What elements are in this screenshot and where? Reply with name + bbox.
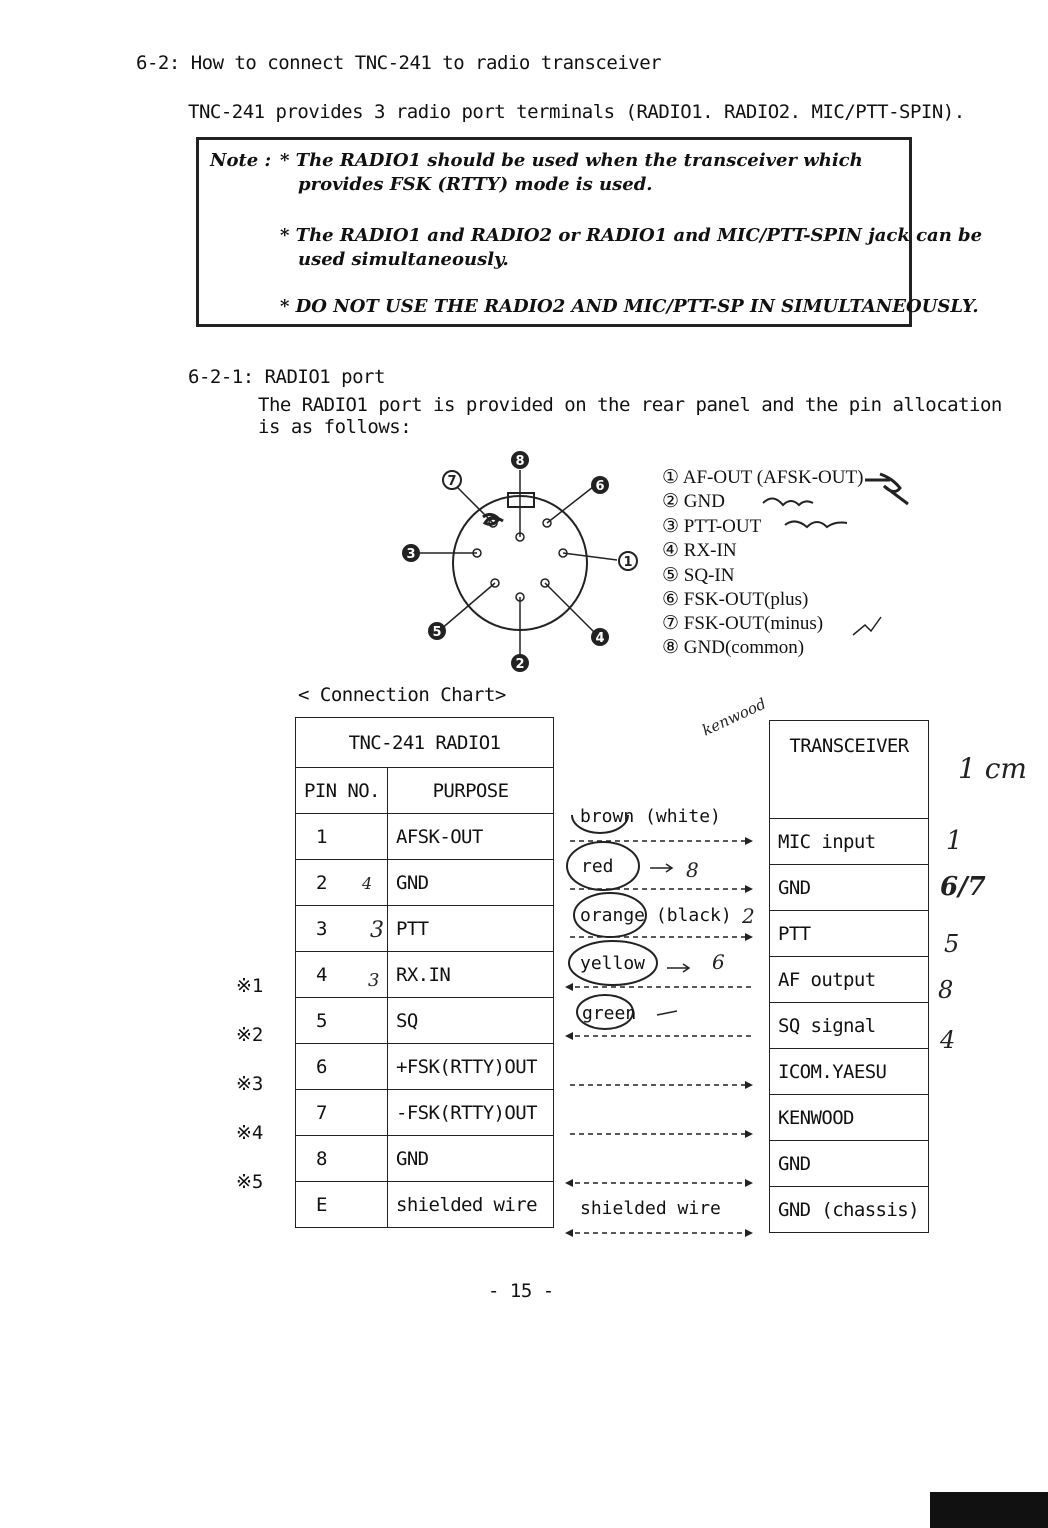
- purpose-cell: +FSK(RTTY)OUT: [388, 1044, 554, 1090]
- hand-pin-note-1: 4: [362, 874, 373, 893]
- target-cell: GND: [770, 1141, 929, 1187]
- pin-marker-4: 4: [595, 631, 605, 646]
- pin-marker-8: 8: [515, 454, 525, 469]
- hand-margin-4: 5: [944, 930, 960, 958]
- table-row: [296, 906, 554, 952]
- pin-cell: 1: [296, 814, 388, 860]
- table-row: [296, 814, 554, 860]
- pin-marker-7: 7: [447, 474, 457, 489]
- pin-list-item-8: ⑧ GND(common): [662, 637, 805, 658]
- row-marker-1: ※1: [236, 975, 264, 997]
- pin-marker-6: 6: [595, 479, 605, 494]
- note-label: Note :: [210, 150, 272, 171]
- row-marker-2: ※2: [236, 1024, 264, 1046]
- target-cell: PTT: [770, 911, 929, 957]
- pin-cell: 2: [296, 860, 388, 906]
- note-item-2-cont: used simultaneously.: [298, 249, 509, 270]
- wire-label-5: green: [582, 1003, 637, 1024]
- table-row: [770, 865, 929, 911]
- wire-label-4: yellow: [580, 953, 646, 974]
- pin-list-item-1: ① AF-OUT (AFSK-OUT): [662, 467, 864, 488]
- note-item-1: * The RADIO1 should be used when the transceiver which: [280, 150, 863, 171]
- table-header-tnc: TNC-241 RADIO1: [296, 718, 554, 768]
- target-cell: AF output: [770, 957, 929, 1003]
- hand-wire-note-2: 2: [742, 904, 755, 928]
- chart-caption: < Connection Chart>: [298, 684, 506, 706]
- table-row: [296, 1090, 554, 1136]
- pin-marker-5: 5: [432, 625, 442, 640]
- row-marker-5: ※5: [236, 1171, 264, 1193]
- intro-text: TNC-241 provides 3 radio port terminals (RADIO1. RADIO2. MIC/PTT-SPIN).: [188, 101, 965, 123]
- wire-label-3: orange (black): [580, 905, 732, 926]
- purpose-cell: RX.IN: [388, 952, 554, 998]
- table-row: [296, 1182, 554, 1228]
- hand-margin-3: 6/7: [940, 872, 986, 902]
- hand-margin-5: 8: [938, 976, 954, 1004]
- purpose-cell: -FSK(RTTY)OUT: [388, 1090, 554, 1136]
- pin-cell: E: [296, 1182, 388, 1228]
- pin-cell: 6: [296, 1044, 388, 1090]
- hand-margin-2: 1: [946, 826, 963, 856]
- subsection-line-1: The RADIO1 port is provided on the rear panel and the pin allocation: [258, 394, 1002, 416]
- target-cell: GND: [770, 865, 929, 911]
- table-row: [770, 1141, 929, 1187]
- pin-cell: 5: [296, 998, 388, 1044]
- table-row: [296, 860, 554, 906]
- target-cell: GND (chassis): [770, 1187, 929, 1233]
- tnc-radio1-table: [295, 717, 554, 1228]
- hand-pin-note-3: 3: [368, 970, 380, 991]
- hand-margin-6: 4: [940, 1026, 956, 1054]
- wire-label-shielded: shielded wire: [580, 1198, 721, 1219]
- pin-list-item-3: ③ PTT-OUT: [662, 516, 762, 537]
- row-marker-4: ※4: [236, 1122, 264, 1144]
- table-row: [296, 1136, 554, 1182]
- note-item-2: * The RADIO1 and RADIO2 or RADIO1 and MIC/PTT-SPIN jack can be: [280, 225, 983, 246]
- note-item-3: * DO NOT USE THE RADIO2 AND MIC/PTT-SP IN SIMULTANEOUSLY.: [280, 296, 979, 317]
- din-connector-diagram: [395, 445, 650, 680]
- table-row: [296, 1044, 554, 1090]
- row-marker-3: ※3: [236, 1073, 264, 1095]
- table-row: [296, 998, 554, 1044]
- subsection-title: 6-2-1: RADIO1 port: [188, 366, 385, 388]
- pin-list-item-5: ⑤ SQ-IN: [662, 565, 735, 586]
- wire-connections: [555, 815, 770, 1255]
- hand-wire-note-3: 6: [712, 950, 725, 974]
- purpose-cell: SQ: [388, 998, 554, 1044]
- wire-label-1: brown (white): [580, 806, 721, 827]
- target-cell: KENWOOD: [770, 1095, 929, 1141]
- pin-list-item-6: ⑥ FSK-OUT(plus): [662, 589, 809, 610]
- table-row: [770, 1095, 929, 1141]
- table-row: [770, 1049, 929, 1095]
- subsection-line-2: is as follows:: [258, 416, 412, 438]
- pin-list-item-4: ④ RX-IN: [662, 540, 737, 561]
- pin-list-item-7: ⑦ FSK-OUT(minus): [662, 613, 824, 634]
- section-title: 6-2: How to connect TNC-241 to radio transceiver: [136, 52, 662, 74]
- scan-shadow: [930, 1492, 1048, 1528]
- note-item-1-cont: provides FSK (RTTY) mode is used.: [298, 174, 653, 195]
- table-row: [770, 1187, 929, 1233]
- transceiver-table: [769, 720, 929, 1233]
- table-row: [770, 819, 929, 865]
- purpose-cell: GND: [388, 1136, 554, 1182]
- table-header-transceiver: TRANSCEIVER: [770, 721, 929, 819]
- target-cell: ICOM.YAESU: [770, 1049, 929, 1095]
- pin-cell: 3: [296, 906, 388, 952]
- table-row: [296, 952, 554, 998]
- pin-cell: 8: [296, 1136, 388, 1182]
- pin-list-item-2: ② GND: [662, 491, 725, 512]
- purpose-cell: shielded wire: [388, 1182, 554, 1228]
- pin-marker-2: 2: [515, 657, 525, 672]
- column-header-pin: PIN NO.: [296, 768, 388, 814]
- purpose-cell: PTT: [388, 906, 554, 952]
- pin-marker-3: 3: [406, 547, 416, 562]
- target-cell: SQ signal: [770, 1003, 929, 1049]
- target-cell: MIC input: [770, 819, 929, 865]
- hand-kenwood-note: kenwood: [699, 694, 769, 740]
- wire-label-2: red: [581, 856, 614, 877]
- hand-pin-note-2: 3: [370, 918, 384, 943]
- pin-cell: 4: [296, 952, 388, 998]
- table-row: [770, 911, 929, 957]
- purpose-cell: GND: [388, 860, 554, 906]
- handwritten-scribbles: [755, 465, 935, 645]
- hand-margin-1: 1 cm: [958, 752, 1027, 785]
- pin-cell: 7: [296, 1090, 388, 1136]
- pin-marker-1: 1: [623, 555, 633, 570]
- purpose-cell: AFSK-OUT: [388, 814, 554, 860]
- page-number: - 15 -: [488, 1280, 554, 1302]
- table-row: [770, 1003, 929, 1049]
- column-header-purpose: PURPOSE: [388, 768, 554, 814]
- hand-wire-note-1: 8: [686, 858, 699, 882]
- table-row: [770, 957, 929, 1003]
